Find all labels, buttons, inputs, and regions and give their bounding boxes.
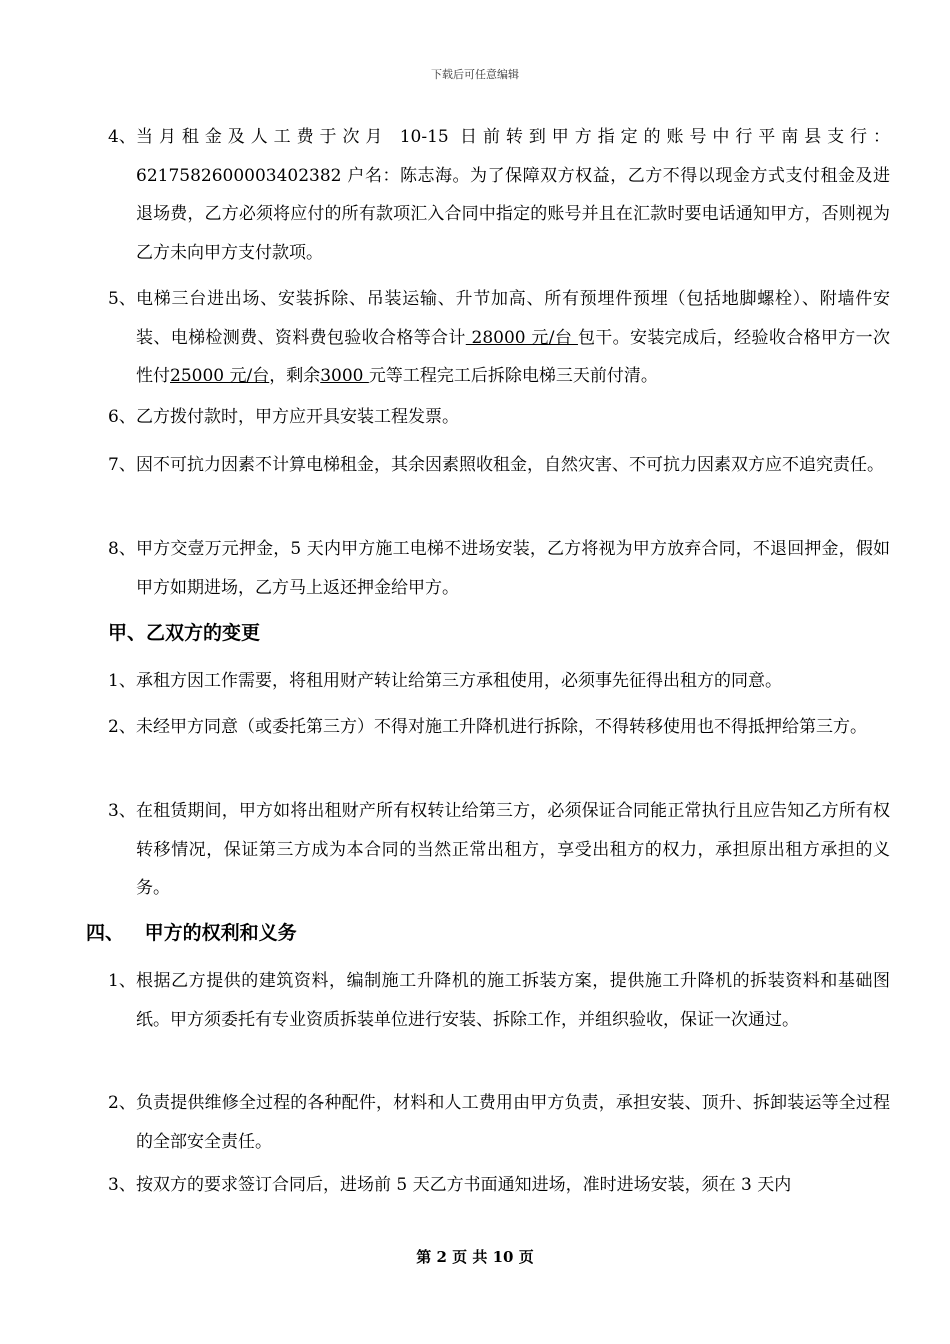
item-text-part: ，剩余 (269, 366, 321, 386)
list-item (108, 280, 890, 396)
item-number: 2、 (108, 717, 136, 737)
item-number: 2、 (108, 1093, 136, 1113)
item-text: 未经甲方同意（或委托第三方）不得对施工升降机进行拆除，不得转移使用也不得抵押给第三方。 (136, 717, 867, 737)
item-text: 按双方的要求签订合同后，进场前 5 天乙方书面通知进场，准时进场安装，须在 3 天内 (136, 1175, 792, 1195)
page-header: 下载后可任意编辑 (431, 68, 519, 81)
item-number: 8、 (108, 539, 136, 559)
section-heading: 甲、乙双方的变更 (108, 622, 261, 644)
item-number: 3、 (108, 801, 136, 821)
item-text: 在租赁期间，甲方如将出租财产所有权转让给第三方，必须保证合同能正常执行且应告知乙方所有权转移情况，保证第三方成为本合同的当然正常出租方，享受出租方的权力，承担原出租方承担的义务。 (136, 801, 890, 898)
item-text: 因不可抗力因素不计算电梯租金，其余因素照收租金，自然灾害、不可抗力因素双方应不追究责任。 (136, 455, 884, 475)
item-text: 根据乙方提供的建筑资料，编制施工升降机的施工拆装方案，提供施工升降机的拆装资料和基础图纸。甲方须委托有专业资质拆装单位进行安装、拆除工作，并组织验收，保证一次通过。 (136, 971, 890, 1030)
item-text-part: 包干。安装完成后，经验收合格甲方一次性付 (136, 327, 891, 386)
item-text: 当月租金及人工费于次月 10-15 日前转到甲方指定的账号中行平南县支行：6217582600003402382 户名：陈志海。为了保障双方权益，乙方不得以现金方式支付租金及进退场费，乙方必须将应付的所有款项汇入合同中指定的账号并且在汇款时要电话通知甲方，否则视为乙方未向甲方支付款项。 (136, 127, 890, 263)
item-text: 乙方拨付款时，甲方应开具安装工程发票。 (136, 407, 459, 427)
list-item (108, 662, 890, 701)
item-text (136, 280, 890, 396)
price-per-unit: 28000 元/台 (465, 327, 578, 348)
list-item (108, 792, 890, 908)
list-item (108, 118, 890, 272)
list-item (108, 530, 890, 607)
section-number: 四、 (86, 922, 125, 944)
item-text-part: 元等工程完工后拆除电梯三天前付清。 (368, 366, 658, 386)
list-item (108, 446, 890, 485)
section-heading (86, 918, 297, 948)
list-item (108, 708, 890, 747)
item-number: 6、 (108, 407, 136, 427)
item-number: 3、 (108, 1175, 136, 1195)
item-text-part: 电梯三台进出场、安装拆除、吊装运输、升节加高、所有预埋件预埋（包括地脚螺栓）、附墙件安装、电梯检测费、资料费包验收合格等合计 (136, 289, 890, 348)
list-item (108, 398, 890, 437)
item-text: 负责提供维修全过程的各种配件，材料和人工费用由甲方负责，承担安装、顶升、拆卸装运等全过程的全部安全责任。 (136, 1093, 890, 1152)
item-number: 5、 (108, 289, 136, 309)
list-item (108, 962, 890, 1039)
item-text: 承租方因工作需要，将租用财产转让给第三方承租使用，必须事先征得出租方的同意。 (136, 671, 782, 691)
item-number: 4、 (108, 127, 136, 147)
item-text: 甲方交壹万元押金，5 天内甲方施工电梯不进场安装，乙方将视为甲方放弃合同，不退回押金，假如甲方如期进场，乙方马上返还押金给甲方。 (136, 539, 890, 598)
list-item (108, 1084, 890, 1161)
remaining-payment: 3000 (320, 366, 369, 386)
section-title: 甲方的权利和义务 (144, 922, 297, 944)
item-number: 1、 (108, 671, 136, 691)
item-number: 1、 (108, 971, 136, 991)
page-footer: 第 2 页 共 10 页 (416, 1248, 534, 1266)
item-number: 7、 (108, 455, 136, 475)
first-payment: 25000 元/台 (170, 366, 270, 386)
list-item (108, 1166, 890, 1205)
